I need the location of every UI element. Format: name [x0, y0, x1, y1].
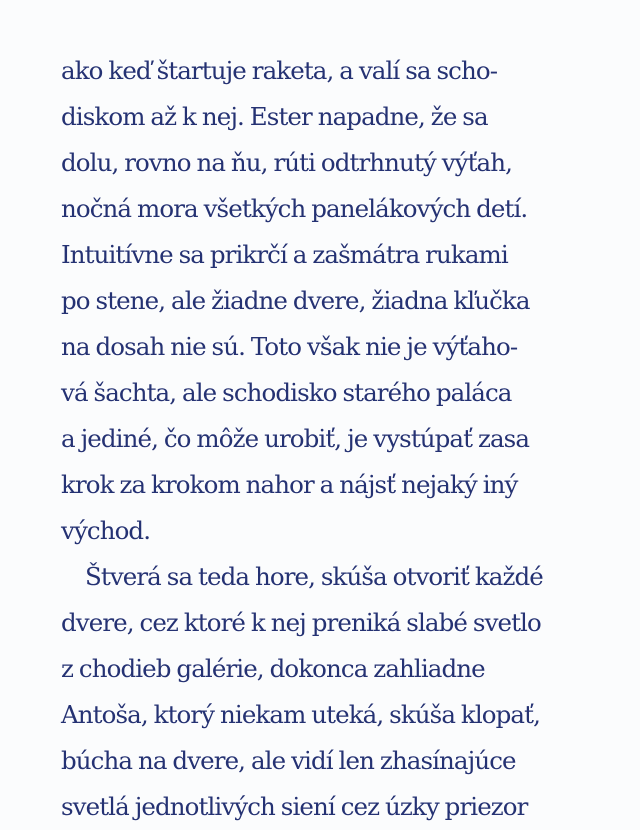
text-line: dolu, rovno na ňu, rúti odtrhnutý výťah, [61, 148, 513, 177]
page-text [61, 48, 601, 830]
text-line: dvere, cez ktoré k nej preniká slabé svetlo [61, 608, 541, 637]
text-line: východ. [61, 516, 151, 545]
text-line: a jediné, čo môže urobiť, je vystúpať zasa [61, 424, 530, 453]
text-line: vá šachta, ale schodisko starého paláca [61, 378, 512, 407]
text-line: Antoša, ktorý niekam uteká, skúša klopať, [61, 700, 540, 729]
text-line: ako keď štartuje raketa, a valí sa scho- [61, 56, 498, 85]
text-line: krok za krokom nahor a nájsť nejaký iný [61, 470, 518, 499]
text-line: svetlá jednotlivých siení cez úzky priezor [61, 792, 528, 821]
text-line: na dosah nie sú. Toto však nie je výťaho- [61, 332, 518, 361]
text-line: po stene, ale žiadne dvere, žiadna kľučka [61, 286, 530, 315]
text-line: z chodieb galérie, dokonca zahliadne [61, 654, 485, 683]
text-line: Intuitívne sa prikrčí a zašmátra rukami [61, 240, 508, 269]
text-line: búcha na dvere, ale vidí len zhasínajúce [61, 746, 516, 775]
text-line: diskom až k nej. Ester napadne, že sa [61, 102, 488, 131]
paragraph-start-line: Štverá sa teda hore, skúša otvoriť každé [85, 562, 543, 591]
text-line: nočná mora všetkých panelákových detí. [61, 194, 528, 223]
